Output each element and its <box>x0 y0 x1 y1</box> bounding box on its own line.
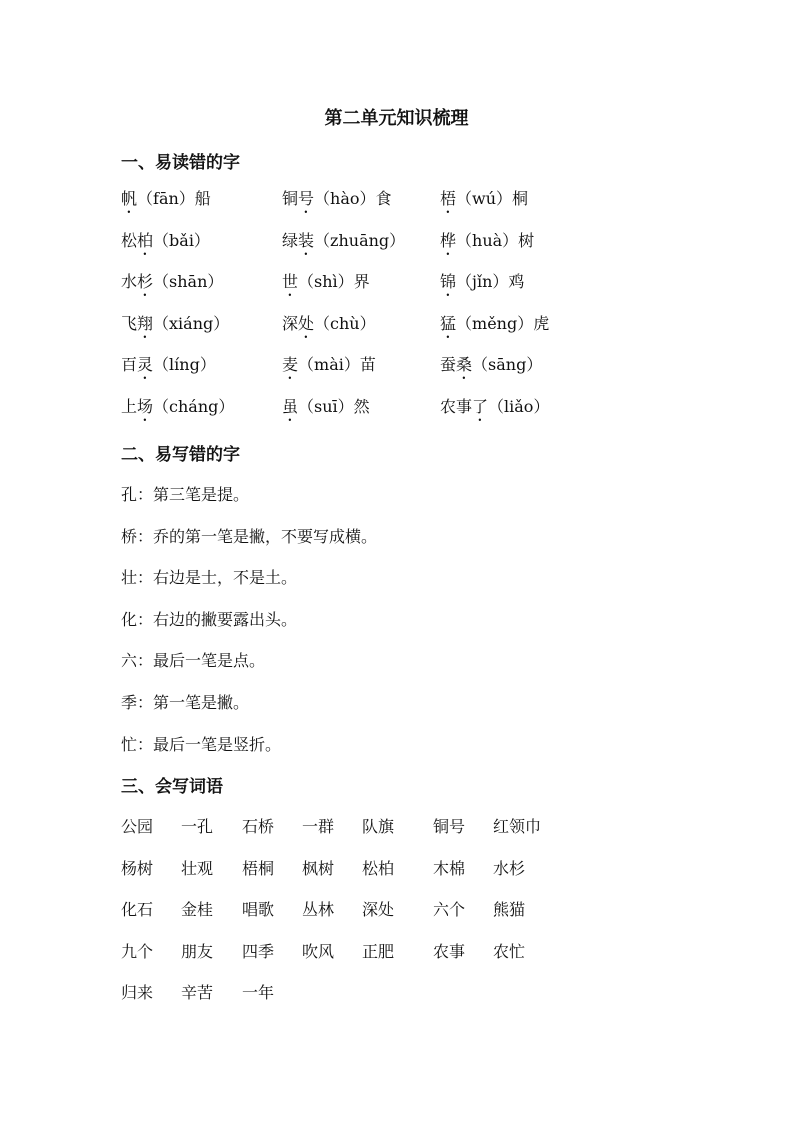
misread-entry <box>440 311 549 342</box>
dotted-character: 梧 <box>440 189 457 208</box>
entry-prefix: 蚕 <box>440 355 457 375</box>
section-3-heading: 三、会写词语 <box>121 777 223 797</box>
misread-row <box>0 228 793 254</box>
misread-row <box>0 269 793 295</box>
miswrite-note: 六：最后一笔是点。 <box>121 651 266 671</box>
miswrite-note: 壮：右边是士，不是土。 <box>121 568 298 588</box>
vocabulary-word: 队旗 <box>362 817 395 836</box>
dotted-character: 灵 <box>137 355 154 375</box>
misread-entry <box>121 186 211 217</box>
vocabulary-word: 六个 <box>433 900 466 920</box>
entry-prefix: 水 <box>121 272 138 292</box>
misread-entry <box>282 394 370 425</box>
pinyin-annotation: （zhuāng） <box>314 230 406 250</box>
misread-entry <box>121 269 223 300</box>
dotted-character: 虽 <box>282 397 299 416</box>
pinyin-annotation: （liǎo） <box>488 397 550 416</box>
dotted-character: 帆 <box>121 189 138 208</box>
pinyin-annotation: （bǎi） <box>153 230 210 250</box>
vocabulary-word: 水杉 <box>493 858 526 878</box>
dotted-character: 锦 <box>440 272 457 292</box>
misread-entry <box>121 352 216 383</box>
vocabulary-word: 唱歌 <box>242 900 275 920</box>
pinyin-annotation: （huà）树 <box>456 230 535 250</box>
misread-entry <box>282 228 405 259</box>
vocabulary-word: 梧桐 <box>242 858 275 878</box>
miswrite-note: 化：右边的撇要露出头。 <box>121 609 298 629</box>
vocabulary-word: 铜号 <box>433 817 466 836</box>
miswrite-note: 忙：最后一笔是竖折。 <box>121 734 282 754</box>
pinyin-annotation: （mài）苗 <box>298 355 376 375</box>
misread-row <box>0 186 793 212</box>
miswrite-note: 季：第一笔是撇。 <box>121 693 250 712</box>
pinyin-annotation: （xiáng） <box>153 313 230 333</box>
entry-prefix: 绿 <box>282 230 299 250</box>
pinyin-annotation: （fān）船 <box>137 189 211 208</box>
pinyin-annotation: （hào）食 <box>314 189 392 208</box>
vocabulary-word: 公园 <box>121 817 154 836</box>
entry-prefix: 铜 <box>282 189 299 208</box>
pinyin-annotation: （shān） <box>153 272 224 292</box>
vocabulary-word: 一群 <box>302 817 335 836</box>
pinyin-annotation: （jǐn）鸡 <box>456 272 525 292</box>
page-title: 第二单元知识梳理 <box>324 108 469 129</box>
miswrite-note: 桥：乔的第一笔是撇，不要写成横。 <box>121 526 378 546</box>
vocabulary-word: 松柏 <box>362 858 395 878</box>
entry-prefix: 上 <box>121 397 138 416</box>
entry-prefix: 农事 <box>440 397 473 416</box>
misread-entry <box>282 186 392 217</box>
pinyin-annotation: （měng）虎 <box>456 313 550 333</box>
misread-entry <box>121 394 234 425</box>
dotted-character: 猛 <box>440 313 457 333</box>
misread-row <box>0 394 793 420</box>
dotted-character: 处 <box>298 313 315 333</box>
vocabulary-word: 化石 <box>121 900 154 920</box>
misread-entry <box>282 352 376 383</box>
misread-entry <box>282 269 370 300</box>
misread-entry <box>121 228 210 259</box>
vocabulary-word: 丛林 <box>302 900 335 920</box>
section-1-heading: 一、易读错的字 <box>121 153 240 173</box>
dotted-character: 场 <box>137 397 154 416</box>
misread-row <box>0 352 793 378</box>
misread-entry <box>440 394 549 425</box>
misread-entry <box>440 352 542 383</box>
pinyin-annotation: （sāng） <box>472 355 543 375</box>
pinyin-annotation: （líng） <box>153 355 216 375</box>
vocabulary-word: 红领巾 <box>493 817 542 836</box>
entry-prefix: 飞 <box>121 313 138 333</box>
miswrite-note: 孔：第三笔是提。 <box>121 485 250 504</box>
pinyin-annotation: （wú）桐 <box>456 189 529 208</box>
vocabulary-word: 归来 <box>121 983 154 1003</box>
pinyin-annotation: （chù） <box>314 313 376 333</box>
dotted-character: 桦 <box>440 230 457 250</box>
vocabulary-word: 一年 <box>242 983 275 1003</box>
dotted-character: 装 <box>298 230 315 250</box>
dotted-character: 桑 <box>456 355 473 375</box>
vocabulary-word: 深处 <box>362 900 395 920</box>
vocabulary-word: 农事 <box>433 941 466 961</box>
vocabulary-word: 农忙 <box>493 941 526 961</box>
vocabulary-word: 九个 <box>121 941 154 961</box>
vocabulary-word: 壮观 <box>181 858 214 878</box>
misread-row <box>0 311 793 337</box>
entry-prefix: 松 <box>121 230 138 250</box>
vocabulary-word: 一孔 <box>181 817 214 836</box>
vocabulary-word: 朋友 <box>181 941 214 961</box>
vocabulary-word: 枫树 <box>302 858 335 878</box>
dotted-character: 世 <box>282 272 299 292</box>
dotted-character: 柏 <box>137 230 154 250</box>
vocabulary-word: 金桂 <box>181 900 214 920</box>
vocabulary-word: 正肥 <box>362 941 395 961</box>
vocabulary-word: 杨树 <box>121 858 154 878</box>
entry-prefix: 百 <box>121 355 138 375</box>
vocabulary-word: 石桥 <box>242 817 275 836</box>
vocabulary-word: 辛苦 <box>181 983 214 1003</box>
pinyin-annotation: （suī）然 <box>298 397 370 416</box>
entry-prefix: 深 <box>282 313 299 333</box>
misread-entry <box>282 311 376 342</box>
misread-entry <box>440 186 528 217</box>
misread-entry <box>121 311 229 342</box>
dotted-character: 麦 <box>282 355 299 375</box>
vocabulary-word: 吹风 <box>302 941 335 961</box>
dotted-character: 翔 <box>137 313 154 333</box>
pinyin-annotation: （shì）界 <box>298 272 370 292</box>
section-2-heading: 二、易写错的字 <box>121 445 240 465</box>
vocabulary-word: 四季 <box>242 941 275 961</box>
misread-entry <box>440 228 534 259</box>
dotted-character: 杉 <box>137 272 154 292</box>
vocabulary-word: 木棉 <box>433 858 466 878</box>
vocabulary-word: 熊猫 <box>493 900 526 920</box>
dotted-character: 号 <box>298 189 315 208</box>
pinyin-annotation: （cháng） <box>153 397 235 416</box>
dotted-character: 了 <box>472 397 489 416</box>
misread-entry <box>440 269 524 300</box>
